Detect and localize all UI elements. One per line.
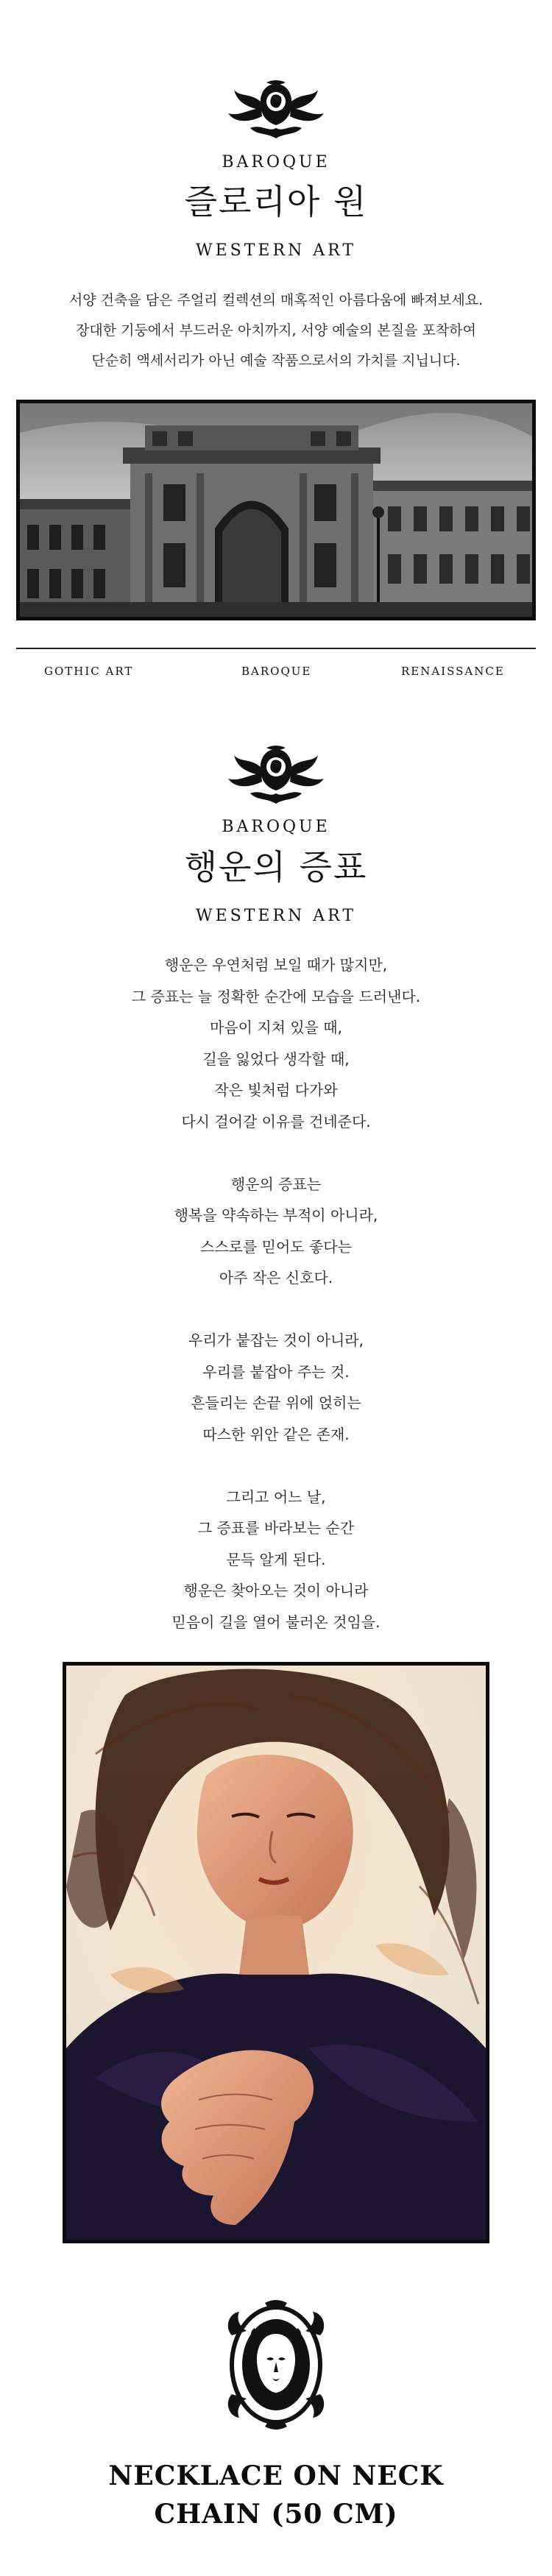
poem-line: 스스로를 믿어도 좋다는 [200, 1237, 352, 1256]
poem-line: 길을 잃었다 생각할 때, [202, 1050, 350, 1068]
portrait-painting [63, 1662, 489, 2243]
poem-stanza [0, 1482, 552, 1638]
poem [0, 949, 552, 1669]
poem-line: 흔들리는 손끝 위에 얹히는 [191, 1394, 361, 1412]
poem-line: 따스한 위안 같은 존재. [202, 1425, 350, 1443]
poem-line: 우리를 붙잡아 주는 것. [202, 1362, 350, 1381]
poem-line: 행복을 약속하는 부적이 아니라, [174, 1206, 378, 1224]
baroque-cameo-emblem-icon [221, 79, 331, 143]
section-subtitle: WESTERN ART [195, 907, 357, 925]
intro-paragraph [15, 286, 537, 376]
category-nav [0, 665, 552, 682]
poem-line: 문득 알게 된다. [226, 1550, 326, 1568]
product-name-line: NECKLACE ON NECK [108, 2460, 444, 2491]
collection-subtitle: WESTERN ART [195, 241, 357, 260]
architecture-photo [16, 400, 536, 620]
poem-stanza [0, 1169, 552, 1294]
intro-line: 서양 건축을 담은 주얼리 컬렉션의 매혹적인 아름다움에 빠져보세요. [68, 292, 484, 308]
poem-stanza [0, 949, 552, 1137]
category-baroque[interactable]: BAROQUE [241, 665, 312, 678]
poem-line: 행운의 증표는 [230, 1175, 322, 1193]
brand-eyebrow: BAROQUE [222, 153, 330, 171]
section-title: 행운의 증표 [184, 847, 368, 887]
poem-line: 행운은 찾아오는 것이 아니라 [183, 1582, 369, 1599]
category-gothic-art[interactable]: GOTHIC ART [44, 665, 134, 678]
product-name-line: CHAIN (50 CM) [154, 2499, 398, 2530]
poem-line: 행운은 우연처럼 보일 때가 많지만, [164, 956, 388, 974]
poem-line: 마음이 지쳐 있을 때, [210, 1019, 342, 1036]
poem-line: 다시 걸어갈 이유를 건네준다. [181, 1112, 371, 1130]
baroque-cameo-emblem-icon [221, 745, 331, 808]
poem-line: 그리고 어느 날, [226, 1487, 326, 1506]
poem-line: 믿음이 길을 열어 불러온 것임을. [171, 1613, 381, 1631]
product-name [0, 2457, 552, 2533]
poem-line: 작은 빛처럼 다가와 [214, 1081, 338, 1099]
poem-line: 아주 작은 신호다. [219, 1269, 333, 1287]
poem-line: 그 증표는 늘 정확한 순간에 모습을 드러낸다. [131, 987, 421, 1005]
category-renaissance[interactable]: RENAISSANCE [401, 665, 505, 678]
medusa-medallion-icon [221, 2299, 331, 2431]
brand-eyebrow: BAROQUE [222, 818, 330, 836]
intro-line: 단순히 액세서리가 아닌 예술 작품으로서의 가치를 지닙니다. [91, 353, 461, 369]
divider-line [16, 648, 536, 649]
poem-line: 그 증표를 바라보는 순간 [197, 1519, 355, 1537]
collection-title: 즐로리아 원 [184, 182, 368, 222]
intro-line: 장대한 기둥에서 부드러운 아치까지, 서양 예술의 본질을 포착하여 [76, 322, 476, 339]
poem-stanza [0, 1325, 552, 1450]
poem-line: 우리가 붙잡는 것이 아니라, [188, 1331, 364, 1349]
